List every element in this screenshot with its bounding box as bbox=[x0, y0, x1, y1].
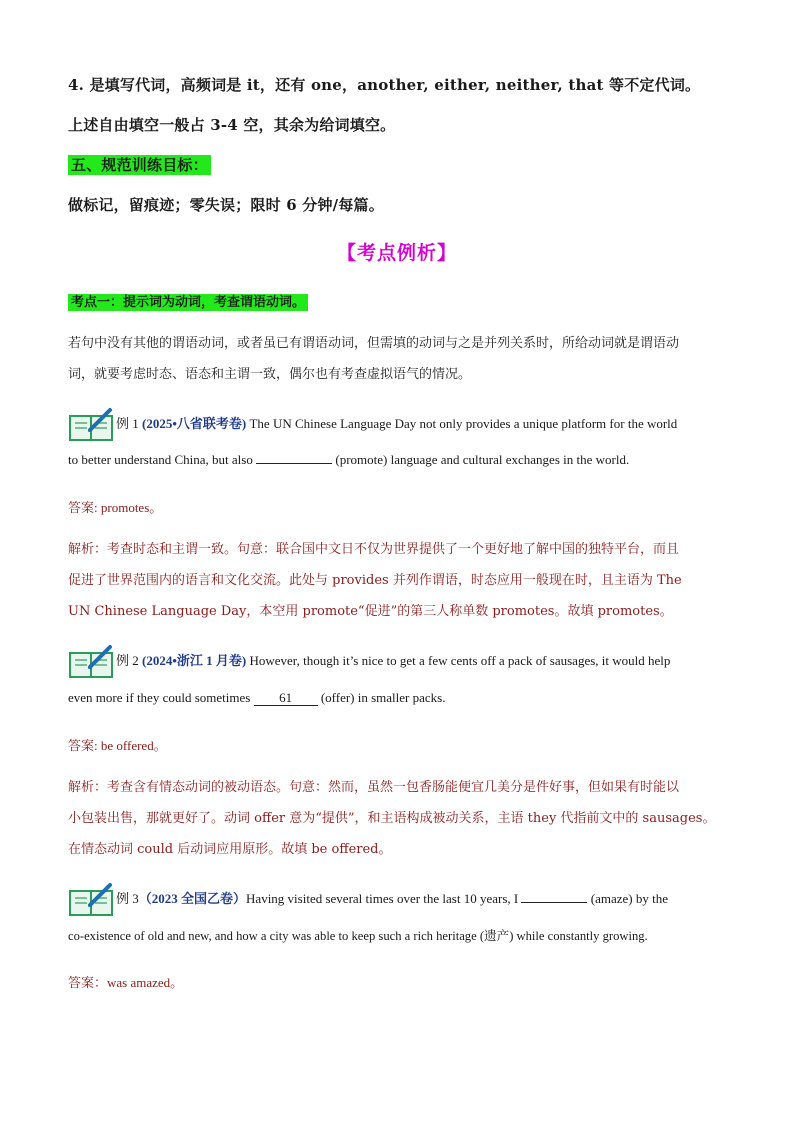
example-1-answer-label: 答案: bbox=[68, 500, 98, 515]
example-1-analysis-2: 促进了世界范围内的语言和文化交流。此处与 provides 并列作谓语，时态应用一般现在时，且主语为 The bbox=[68, 573, 682, 588]
example-2-blank[interactable]: 61 bbox=[254, 691, 318, 706]
kaodian-heading-highlight: 考点一：提示词为动词，考查谓语动词。 bbox=[68, 294, 308, 311]
example-3-answer bbox=[68, 972, 728, 991]
kaodian-desc-1: 若句中没有其他的谓语动词，或者虽已有谓语动词，但需填的动词与之是并列关系时，所给动词就是谓语动 bbox=[68, 336, 680, 351]
example-1-line-1 bbox=[116, 406, 728, 442]
example-2-analysis-3: 在情态动词 could 后动词应用原形。故填 be offered。 bbox=[68, 842, 392, 857]
kaodian-desc-2: 词，就要考虑时态、语态和主谓一致，偶尔也有考查虚拟语气的情况。 bbox=[68, 367, 472, 382]
example-3-source: （2023 全国乙卷） bbox=[138, 891, 247, 906]
example-1-label: 例 1 bbox=[116, 416, 139, 431]
example-1-answer-value: promotes。 bbox=[97, 500, 163, 515]
example-1-answer bbox=[68, 497, 728, 516]
book-pen-icon bbox=[68, 406, 114, 442]
example-2-answer bbox=[68, 735, 728, 754]
example-3-line-1 bbox=[116, 881, 728, 917]
example-1-analysis-1: 解析：考查时态和主谓一致。句意：联合国中文日不仅为世界提供了一个更好地了解中国的独特平台，而且 bbox=[68, 542, 680, 557]
example-3-label: 例 3 bbox=[116, 891, 139, 906]
example-1-source: (2025•八省联考卷) bbox=[142, 416, 247, 431]
example-1-analysis-3: UN Chinese Language Day，本空用 promote“促进”的第三人称单数 promotes。故填 promotes。 bbox=[68, 604, 673, 619]
example-2-answer-label: 答案: bbox=[68, 738, 98, 753]
example-1-line-2 bbox=[68, 442, 728, 478]
section5-heading-highlight: 五、规范训练目标： bbox=[68, 155, 211, 175]
kaodian-heading bbox=[68, 291, 728, 310]
example-3-line-2: co-existence of old and new, and how a city was able to keep such a rich heritage (遗产) while constantly growing. bbox=[68, 929, 648, 943]
section5-heading bbox=[68, 154, 728, 175]
example-2-line-2 bbox=[68, 680, 728, 716]
example-1-text-2: to better understand China, but also bbox=[68, 452, 257, 467]
example-2-source: (2024•浙江 1 月卷) bbox=[142, 653, 247, 668]
example-2-answer-value: be offered。 bbox=[97, 738, 167, 753]
example-2-label: 例 2 bbox=[116, 653, 139, 668]
example-3-answer-label: 答案： bbox=[68, 975, 108, 990]
section-title: 【考点例析】 bbox=[336, 242, 457, 264]
example-2-analysis-1: 解析：考查含有情态动词的被动语态。句意：然而，虽然一包香肠能便宜几美分是件好事，但如果有时能以 bbox=[68, 780, 680, 795]
book-pen-icon bbox=[68, 881, 114, 917]
example-1-blank[interactable] bbox=[256, 463, 332, 464]
section5-text: 做标记，留痕迹；零失误；限时 6 分钟/每篇。 bbox=[68, 196, 384, 214]
example-2-text-3: (offer) in smaller packs. bbox=[317, 690, 446, 705]
intro-point-4: 4. 是填写代词，高频词是 it，还有 one，another, either, neither, that 等不定代词。 bbox=[68, 76, 701, 94]
intro-summary: 上述自由填空一般占 3-4 空，其余为给词填空。 bbox=[68, 116, 396, 134]
example-3-blank[interactable] bbox=[521, 902, 587, 903]
book-pen-icon bbox=[68, 643, 114, 679]
example-2-text-2: even more if they could sometimes bbox=[68, 690, 254, 705]
example-2-analysis-2: 小包装出售，那就更好了。动词 offer 意为“提供”，和主语构成被动关系，主语 they 代指前文中的 sausages。 bbox=[68, 811, 716, 826]
example-2-text-1: However, though it’s nice to get a few cents off a pack of sausages, it would help bbox=[246, 653, 671, 668]
example-3-text-1b: (amaze) by the bbox=[587, 891, 668, 906]
example-1-text-1: The UN Chinese Language Day not only provides a unique platform for the world bbox=[246, 416, 678, 431]
example-3-text-1: Having visited several times over the last 10 years, I bbox=[246, 891, 522, 906]
example-1-text-3: (promote) language and cultural exchanges in the world. bbox=[332, 452, 630, 467]
example-2-line-1 bbox=[116, 643, 728, 679]
example-3-answer-value: was amazed。 bbox=[107, 975, 184, 990]
